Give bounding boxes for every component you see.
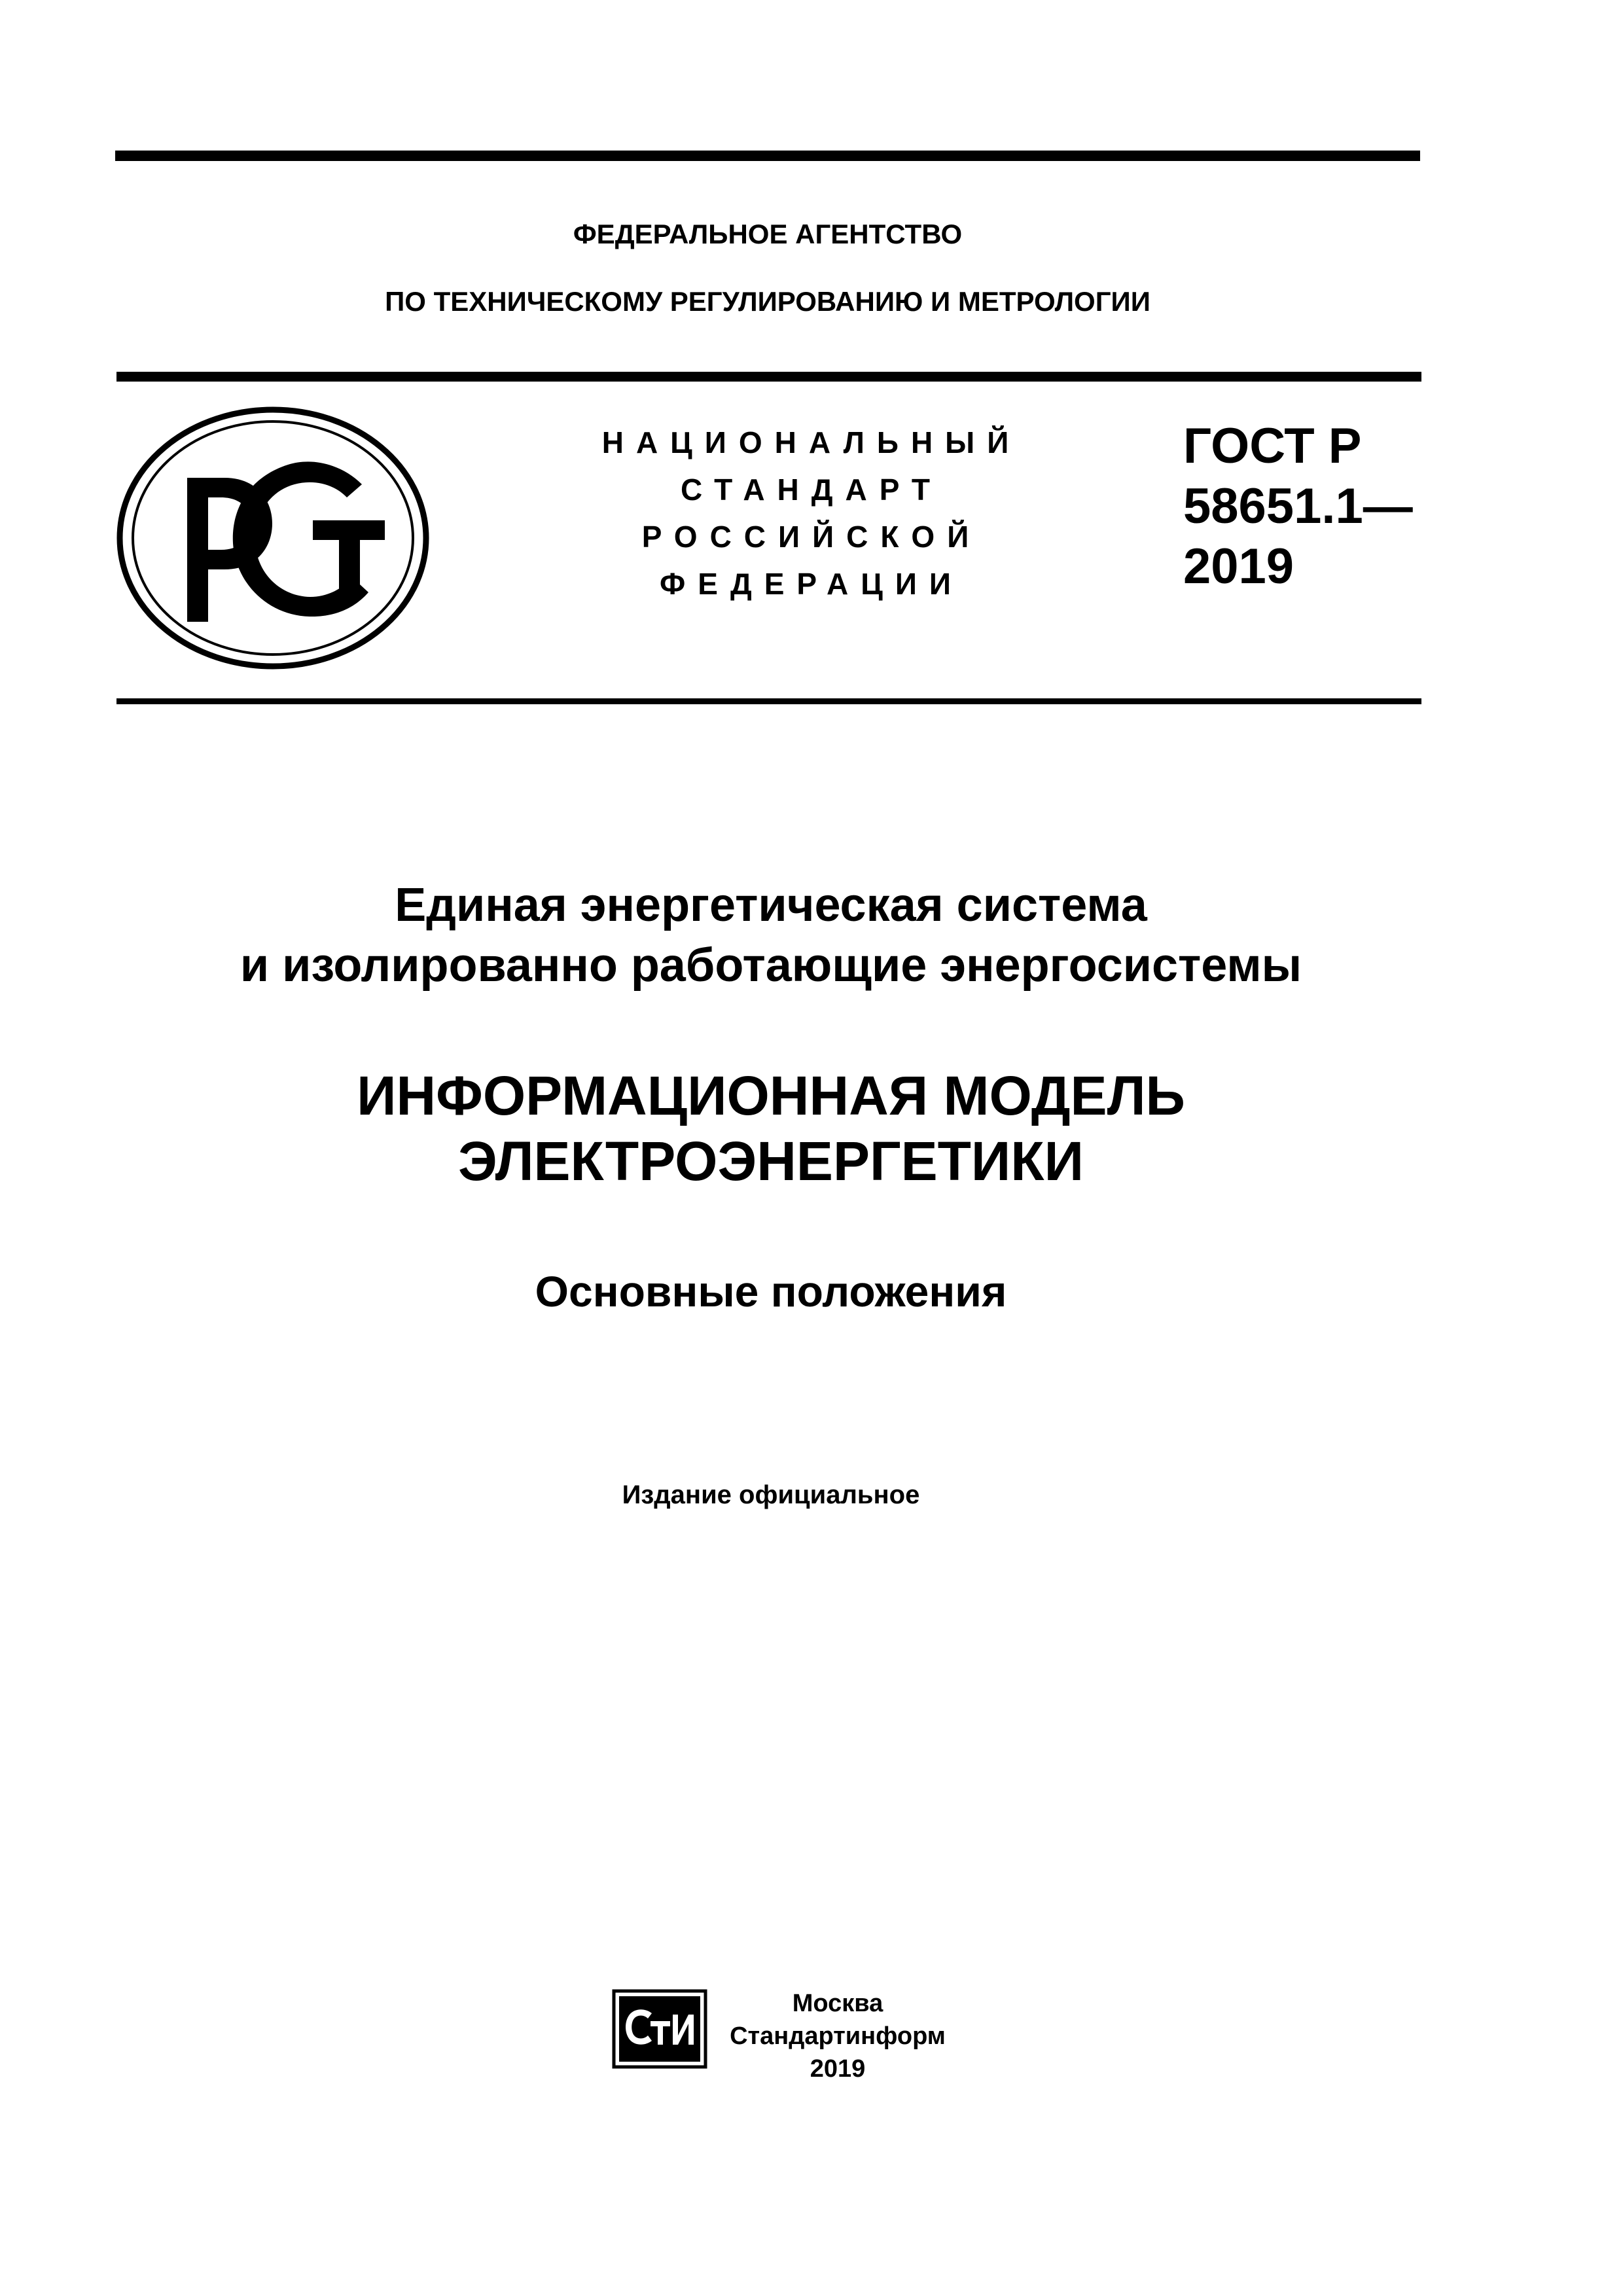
national-standard-line: ФЕДЕРАЦИИ — [660, 567, 963, 601]
document-title-line-2: ЭЛЕКТРОЭНЕРГЕТИКИ — [458, 1130, 1084, 1192]
edition-note: Издание официальное — [622, 1480, 920, 1509]
document-subtitle-line-1: Единая энергетическая система — [395, 879, 1147, 931]
document-subtitle-line-2: и изолированно работающие энергосистемы — [240, 939, 1302, 992]
rst-certification-logo — [116, 406, 429, 671]
publisher-year: 2019 — [810, 2055, 866, 2083]
standard-designation — [1183, 416, 1419, 597]
publisher-name: Стандартинформ — [730, 2022, 946, 2050]
designation-line: 2019 — [1183, 539, 1294, 594]
publisher-imprint — [720, 1987, 955, 2085]
national-standard-line: РОССИЙСКОЙ — [641, 520, 982, 554]
designation-line: 58651.1— — [1183, 478, 1413, 534]
publisher-logo — [611, 1988, 708, 2070]
lower-rule — [116, 698, 1421, 704]
agency-line-2: ПО ТЕХНИЧЕСКОМУ РЕГУЛИРОВАНИЮ И МЕТРОЛОГИИ — [385, 286, 1150, 317]
middle-rule — [116, 372, 1421, 382]
national-standard-heading — [576, 419, 1047, 607]
top-rule — [115, 151, 1420, 161]
national-standard-line: НАЦИОНАЛЬНЫЙ — [601, 425, 1022, 459]
document-title-line-1: ИНФОРМАЦИОННАЯ МОДЕЛЬ — [357, 1065, 1185, 1126]
designation-line: ГОСТ Р — [1183, 418, 1362, 474]
national-standard-line: СТАНДАРТ — [681, 473, 942, 507]
agency-line-1: ФЕДЕРАЛЬНОЕ АГЕНТСТВО — [573, 219, 963, 249]
document-part-title: Основные положения — [535, 1267, 1007, 1316]
publisher-city: Москва — [792, 1990, 883, 2017]
